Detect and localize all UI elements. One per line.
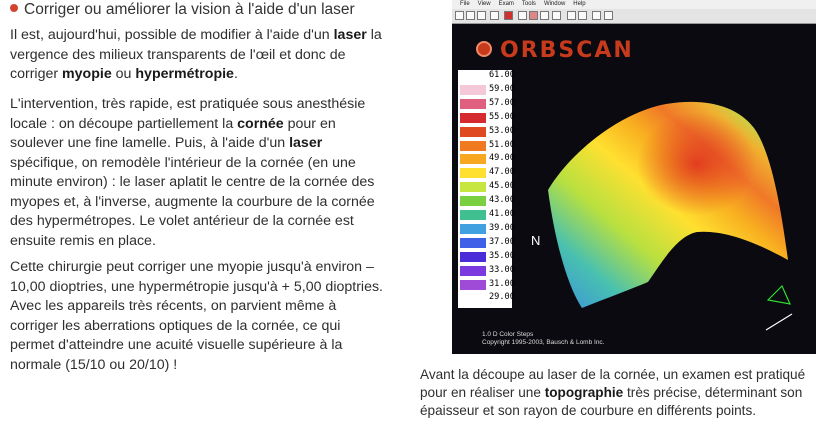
bullet-icon <box>10 4 18 12</box>
scale-swatch <box>460 293 486 303</box>
scale-swatch <box>460 252 486 262</box>
scale-value: 33.00 <box>489 264 515 275</box>
topography-screenshot <box>452 0 816 354</box>
scale-value: 57.00 <box>489 97 515 108</box>
figure-caption: Avant la découpe au laser de la cornée, un examen est pratiqué pour en réaliser une topographie très précise, déterminant son épaisseur et son rayon de courbure en différents points. <box>420 367 806 418</box>
scale-value: 37.00 <box>489 236 515 247</box>
scale-swatch <box>460 238 486 248</box>
scale-row <box>458 97 515 110</box>
scale-swatch <box>460 113 486 123</box>
scale-value: 51.00 <box>489 139 515 150</box>
scale-swatch <box>460 266 486 276</box>
scale-value: 31.00 <box>489 278 515 289</box>
scale-value: 35.00 <box>489 250 515 261</box>
scale-value: 61.00 <box>489 70 515 80</box>
menu-item-help[interactable]: Help <box>573 1 586 7</box>
scale-swatch <box>460 168 486 178</box>
scale-row <box>458 250 515 263</box>
scale-row <box>458 222 515 235</box>
scale-swatch <box>460 224 486 234</box>
scale-row <box>458 83 515 96</box>
scale-value: 47.00 <box>489 167 515 178</box>
copyright-label: Copyright 1995-2003, Bausch & Lomb Inc. <box>482 339 605 346</box>
scale-swatch <box>460 210 486 220</box>
orbscan-logo: ORBSCAN <box>500 38 634 63</box>
scale-swatch <box>460 182 486 192</box>
scale-value: 53.00 <box>489 125 515 136</box>
scale-row <box>458 167 515 179</box>
scale-row <box>458 264 515 277</box>
scale-swatch <box>460 280 486 290</box>
menu-item-file[interactable]: File <box>460 1 470 7</box>
color-steps-label: 1.0 D Color Steps <box>482 331 534 338</box>
scale-row <box>458 111 515 124</box>
scale-row <box>458 153 515 165</box>
scale-value: 39.00 <box>489 222 515 233</box>
scale-swatch <box>460 154 486 164</box>
section-heading: Corriger ou améliorer la vision à l'aide d'un laser <box>10 1 355 19</box>
menu-item-exam[interactable]: Exam <box>498 1 514 7</box>
scale-row <box>458 209 515 221</box>
scale-swatch <box>460 141 486 151</box>
paragraph-intro: Il est, aujourd'hui, possible de modifier à l'aide d'un laser la vergence des milieux transparents de l'œil et donc de corriger myopie ou hypermétropie. <box>10 27 382 82</box>
scale-row <box>458 236 515 249</box>
menu-item-view[interactable]: View <box>477 1 491 7</box>
scale-row <box>458 181 515 193</box>
scale-value: 29.00 <box>489 292 515 303</box>
menu-item-tools[interactable]: Tools <box>521 1 536 7</box>
orientation-label: N <box>531 233 541 248</box>
scale-swatch <box>460 196 486 206</box>
scale-row <box>458 70 515 82</box>
scale-swatch <box>460 99 486 109</box>
color-scale-legend <box>458 70 515 308</box>
scale-value: 45.00 <box>489 181 515 192</box>
scale-value: 49.00 <box>489 153 515 164</box>
scale-swatch <box>460 71 486 81</box>
scale-row <box>458 292 515 304</box>
scale-row <box>458 195 515 207</box>
orbscan-logo-icon <box>476 41 492 57</box>
scale-swatch <box>460 127 486 137</box>
scale-value: 41.00 <box>489 209 515 219</box>
menu-item-window[interactable]: Window <box>543 1 566 7</box>
scale-swatch <box>460 85 486 95</box>
paragraph-procedure: L'intervention, très rapide, est pratiquée sous anesthésie locale : on découpe partiellement la cornée pour en soulever une fine lamelle. Puis, à l'aide d'un laser spécifique, on remodèle l'intérieur de la cornée (en une minute environ) : le laser aplatit le centre de la cornée des myopes et, à l'inverse, augmente la courbure de la cornée des hypermétropes. Le volet antérieur de la cornée est ensuite remis en place. <box>10 96 375 249</box>
scale-value: 55.00 <box>489 111 515 122</box>
scale-value: 43.00 <box>489 195 515 206</box>
scale-value: 59.00 <box>489 83 515 94</box>
scale-row <box>458 278 515 291</box>
scale-row <box>458 139 515 152</box>
scale-row <box>458 125 515 138</box>
paragraph-correction-range: Cette chirurgie peut corriger une myopie jusqu'à environ – 10,00 dioptries, une hypermétropie jusqu'à + 5,00 dioptries. Avec les appareils très récents, on parvient même à corriger les aberrations optiques de la cornée, ce qui permet d'atteindre une acuité visuelle supérieure à la normale (15/10 ou 20/10) ! <box>10 259 384 373</box>
